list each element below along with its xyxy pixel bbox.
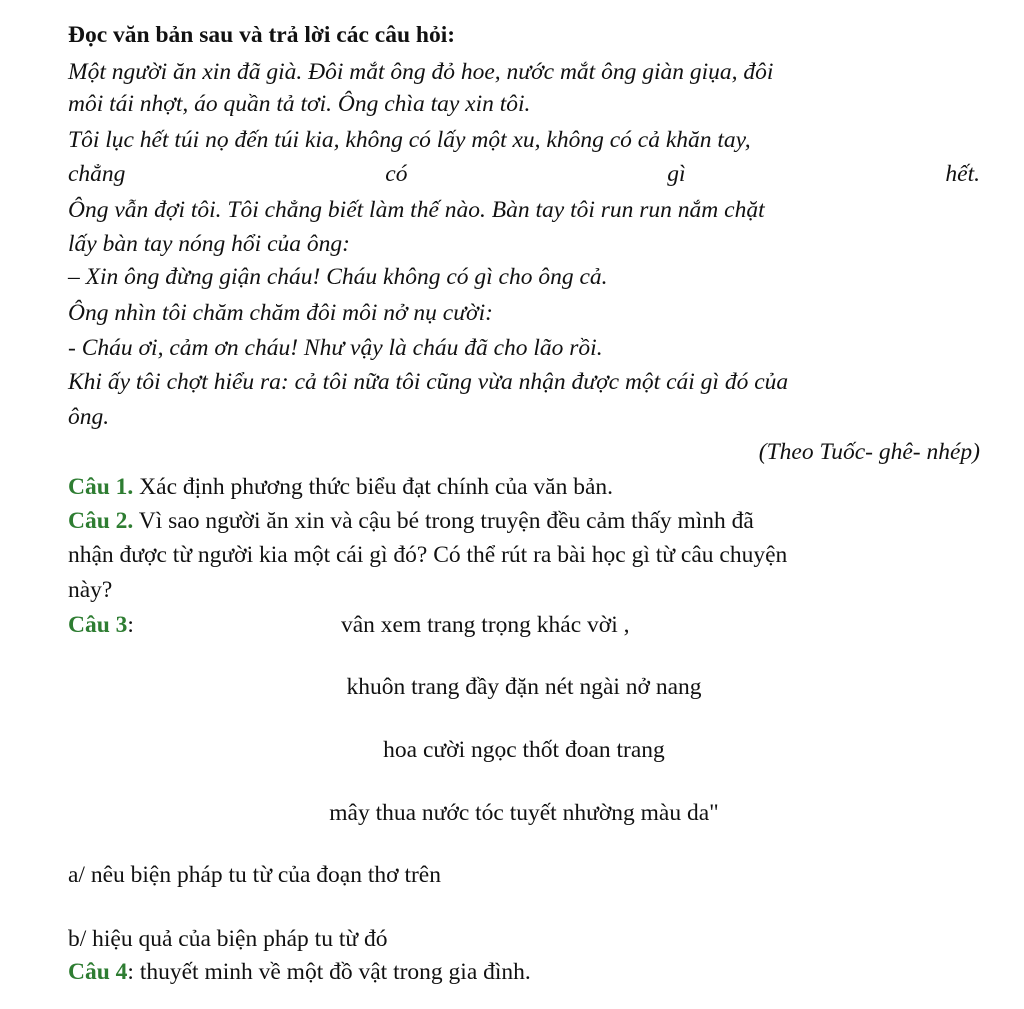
question-4-text: : thuyết minh về một đồ vật trong gia đình.	[127, 959, 531, 985]
passage-word: có	[385, 161, 408, 187]
passage-line: Ông nhìn tôi chăm chăm đôi môi nở nụ cười:	[68, 300, 493, 326]
question-3-colon: :	[127, 612, 134, 638]
passage-line: - Cháu ơi, cảm ơn cháu! Như vậy là cháu đã cho lão rồi.	[68, 335, 603, 361]
passage-source: (Theo Tuốc- ghê- nhép)	[758, 439, 980, 465]
question-2-text: Vì sao người ăn xin và cậu bé trong truyện đều cảm thấy mình đã	[133, 508, 754, 534]
question-2-continued: nhận được từ người kia một cái gì đó? Có thể rút ra bài học gì từ câu chuyện	[68, 542, 788, 568]
passage-line: – Xin ông đừng giận cháu! Cháu không có gì cho ông cả.	[68, 264, 608, 290]
passage-justified-line	[68, 159, 980, 189]
question-4	[68, 957, 980, 987]
question-3b: b/ hiệu quả của biện pháp tu từ đó	[68, 926, 388, 952]
poem-line: vân xem trang trọng khác vời ,	[341, 612, 630, 638]
question-4-label: Câu 4	[68, 959, 128, 985]
poem-line: mây thua nước tóc tuyết nhường màu da"	[329, 800, 719, 826]
passage-line: Khi ấy tôi chợt hiểu ra: cả tôi nữa tôi cũng vừa nhận được một cái gì đó của	[68, 369, 789, 395]
question-1-text: Xác định phương thức biểu đạt chính của văn bản.	[133, 474, 613, 500]
passage-word: hết.	[945, 161, 980, 187]
passage-word: gì	[667, 161, 686, 187]
poem-line: khuôn trang đầy đặn nét ngài nở nang	[346, 674, 702, 700]
instruction-header: Đọc văn bản sau và trả lời các câu hỏi:	[68, 22, 456, 48]
question-2-label: Câu 2.	[68, 508, 134, 534]
poem-line: hoa cười ngọc thốt đoan trang	[383, 737, 665, 763]
passage-line: Một người ăn xin đã già. Đôi mắt ông đỏ hoe, nước mắt ông giàn giụa, đôi	[68, 59, 774, 85]
passage-word: chẳng	[68, 161, 126, 187]
question-1	[68, 472, 980, 502]
passage-line: Ông vẫn đợi tôi. Tôi chẳng biết làm thế nào. Bàn tay tôi run run nắm chặt	[68, 197, 765, 223]
passage-line: lấy bàn tay nóng hổi của ông:	[68, 231, 350, 257]
question-3-label: Câu 3	[68, 612, 128, 638]
question-3	[68, 610, 980, 640]
passage-line: Tôi lục hết túi nọ đến túi kia, không có lấy một xu, không có cả khăn tay,	[68, 127, 751, 153]
question-2-continued: này?	[68, 577, 113, 603]
question-3a: a/ nêu biện pháp tu từ của đoạn thơ trên	[68, 862, 441, 888]
passage-line: môi tái nhợt, áo quần tả tơi. Ông chìa tay xin tôi.	[68, 91, 531, 117]
passage-line: ông.	[68, 404, 110, 430]
question-2	[68, 506, 980, 536]
question-1-label: Câu 1.	[68, 474, 134, 500]
